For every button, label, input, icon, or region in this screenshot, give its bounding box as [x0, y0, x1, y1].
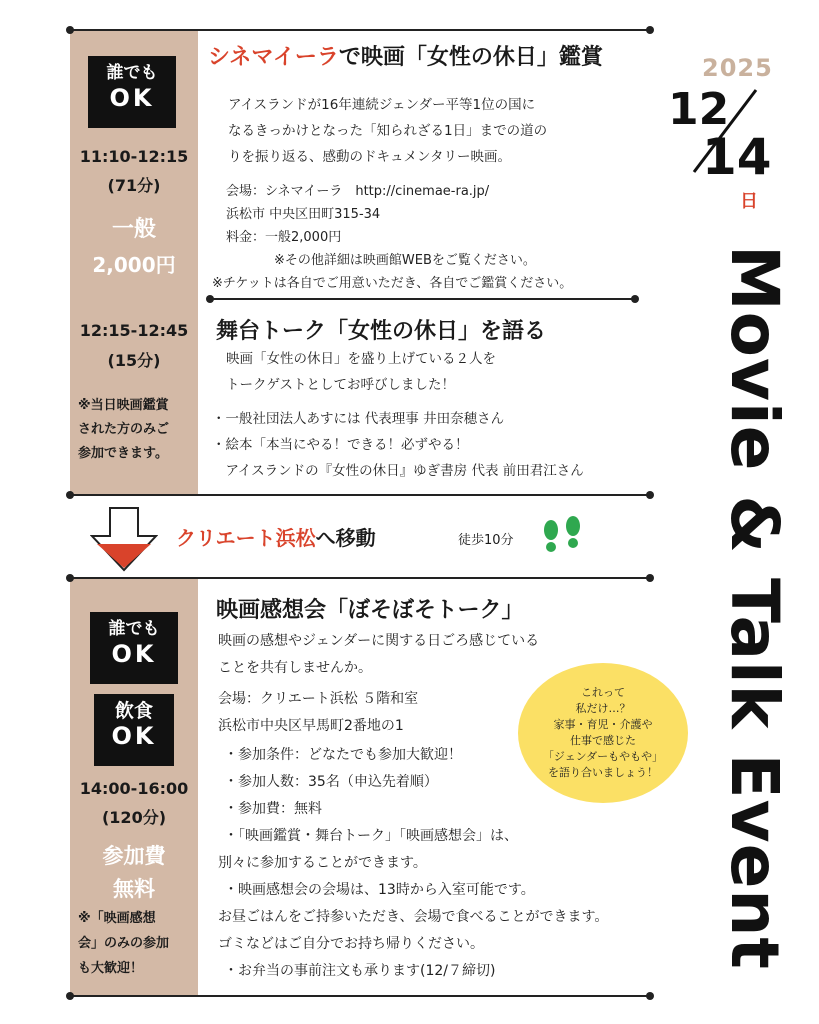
- section2-title: 舞台トーク「女性の休日」を語る: [216, 319, 547, 344]
- section2-description: [226, 346, 496, 398]
- section1-title-rest: で映画「女性の休日」鑑賞: [338, 45, 603, 70]
- list-item: ・参加条件：どなたでも参加大歓迎！: [224, 747, 462, 763]
- guest-item: ・絵本「本当にやる！できる！必ずやる！: [212, 437, 469, 453]
- section1-duration: (71分): [107, 176, 161, 195]
- cinema-name: シネマイーラ: [208, 45, 339, 70]
- list-item: ・「映画鑑賞・舞台トーク」「映画感想会」は、: [224, 828, 518, 844]
- section3-duration: (120分): [101, 808, 167, 827]
- move-rest: へ移動: [315, 526, 376, 550]
- section3-description: [218, 628, 539, 682]
- badge-top-text: 誰でも: [106, 63, 158, 83]
- address-line: 浜松市中央区早馬町2番地の1: [218, 718, 404, 734]
- note-line: ※当日映画鑑賞: [78, 398, 169, 413]
- note-line: 参加できます。: [78, 446, 168, 461]
- venue-line: 会場：クリエート浜松 ５階和室: [218, 691, 419, 707]
- event-month: 12: [668, 84, 730, 135]
- fee-label: 参加費: [102, 844, 166, 868]
- fee-value: 無料: [113, 877, 155, 901]
- section3-time: 14:00-16:00: [79, 779, 189, 798]
- bubble-line: 私だけ…？: [575, 702, 631, 715]
- price-value: 2,000円: [92, 253, 176, 277]
- anyone-ok-badge: [88, 56, 176, 128]
- price-label: 一般: [111, 217, 156, 242]
- bubble-line: これって: [581, 686, 625, 699]
- section2-duration: (15分): [107, 351, 161, 370]
- event-day-unit: 日: [740, 191, 758, 212]
- guest-item: アイスランドの『女性の休日』ゆぎ書房 代表 前田君江さん: [212, 463, 584, 479]
- footprints-icon: [540, 516, 586, 558]
- list-item: ゴミなどはご自分でお持ち帰りください。: [218, 936, 484, 952]
- speech-bubble: [518, 663, 688, 803]
- address-line: 浜松市 中央区田町315-34: [226, 207, 381, 222]
- section1-description: [228, 92, 547, 170]
- section2-note: [78, 394, 198, 466]
- bubble-line: 仕事で感じた: [570, 734, 636, 747]
- bubble-line: 家事・育児・介護や: [553, 718, 653, 731]
- section1-time: 11:10-12:15: [79, 147, 189, 166]
- badge-bottom-text: OK: [109, 84, 155, 112]
- desc-line: 映画の感想やジェンダーに関する日ごろ感じている: [218, 633, 540, 649]
- venue-line: 会場：シネマイーラ http://cinemae-ra.jp/: [226, 184, 490, 199]
- note-line: 会」のみの参加: [78, 936, 170, 951]
- fee-line: 料金：一般2,000円: [226, 230, 342, 245]
- desc-line: トークゲストとしてお呼びしました！: [226, 377, 455, 393]
- badge-bottom-text: OK: [111, 722, 157, 750]
- badge-top-text: 誰でも: [108, 619, 160, 639]
- food-ok-badge: [94, 694, 174, 766]
- badge-bottom-text: OK: [111, 640, 157, 668]
- down-arrow-icon: [90, 506, 158, 572]
- anyone-ok-badge: [90, 612, 178, 684]
- divider-top: [70, 29, 650, 31]
- badge-top-text: 飲食: [114, 700, 153, 722]
- desc-line: なるきっかけとなった「知られざる1日」までの道の: [228, 123, 548, 139]
- section1-title: [208, 40, 603, 71]
- desc-line: りを振り返る、感動のドキュメンタリー映画。: [228, 149, 511, 165]
- divider-1: [210, 298, 635, 300]
- guest-item: ・一般社団法人あすには 代表理事 井田奈穂さん: [212, 411, 505, 427]
- list-item: お昼ごはんをご持参いただき、会場で食べることができます。: [218, 909, 609, 925]
- divider-3: [70, 577, 650, 579]
- note-line: された方のみご: [78, 422, 170, 437]
- bubble-line: 「ジェンダーもやもや」: [542, 750, 664, 763]
- section3-note: [78, 906, 200, 981]
- note-line: ※「映画感想: [78, 911, 156, 926]
- bubble-line: を語り合いましょう！: [548, 766, 658, 779]
- walk-time: 徒歩10分: [458, 533, 514, 548]
- section3-title: 映画感想会「ぼそぼそトーク」: [216, 598, 524, 623]
- list-item: ・参加費：無料: [224, 801, 322, 817]
- move-text: [176, 522, 376, 551]
- event-title: Movie & Talk Event: [716, 245, 793, 970]
- divider-bottom: [70, 995, 650, 997]
- list-item: ・映画感想会の会場は、13時から入室可能です。: [224, 882, 535, 898]
- list-item: 別々に参加することができます。: [218, 855, 427, 871]
- section3-venue: [218, 686, 418, 740]
- note-line: ※その他詳細は映画館WEBをご覧ください。: [274, 253, 536, 268]
- divider-2: [70, 494, 650, 496]
- guest-list: [212, 406, 584, 484]
- desc-line: ことを共有しませんか。: [218, 660, 372, 676]
- event-day: 14: [702, 128, 772, 186]
- list-item: ・お弁当の事前注文も承ります(12/７締切): [224, 963, 496, 979]
- desc-line: アイスランドが16年連続ジェンダー平等1位の国に: [228, 97, 536, 113]
- ticket-note: ※チケットは各自でご用意いただき、各自でご鑑賞ください。: [212, 276, 573, 291]
- list-item: ・参加人数：35名（申込先着順）: [224, 774, 438, 790]
- section2-time: 12:15-12:45: [79, 321, 189, 340]
- desc-line: 映画「女性の休日」を盛り上げている２人を: [226, 351, 496, 367]
- section1-details: [226, 180, 536, 272]
- note-line: も大歓迎！: [78, 961, 144, 976]
- event-year: 2025: [702, 54, 773, 82]
- destination-name: クリエート浜松: [176, 526, 316, 550]
